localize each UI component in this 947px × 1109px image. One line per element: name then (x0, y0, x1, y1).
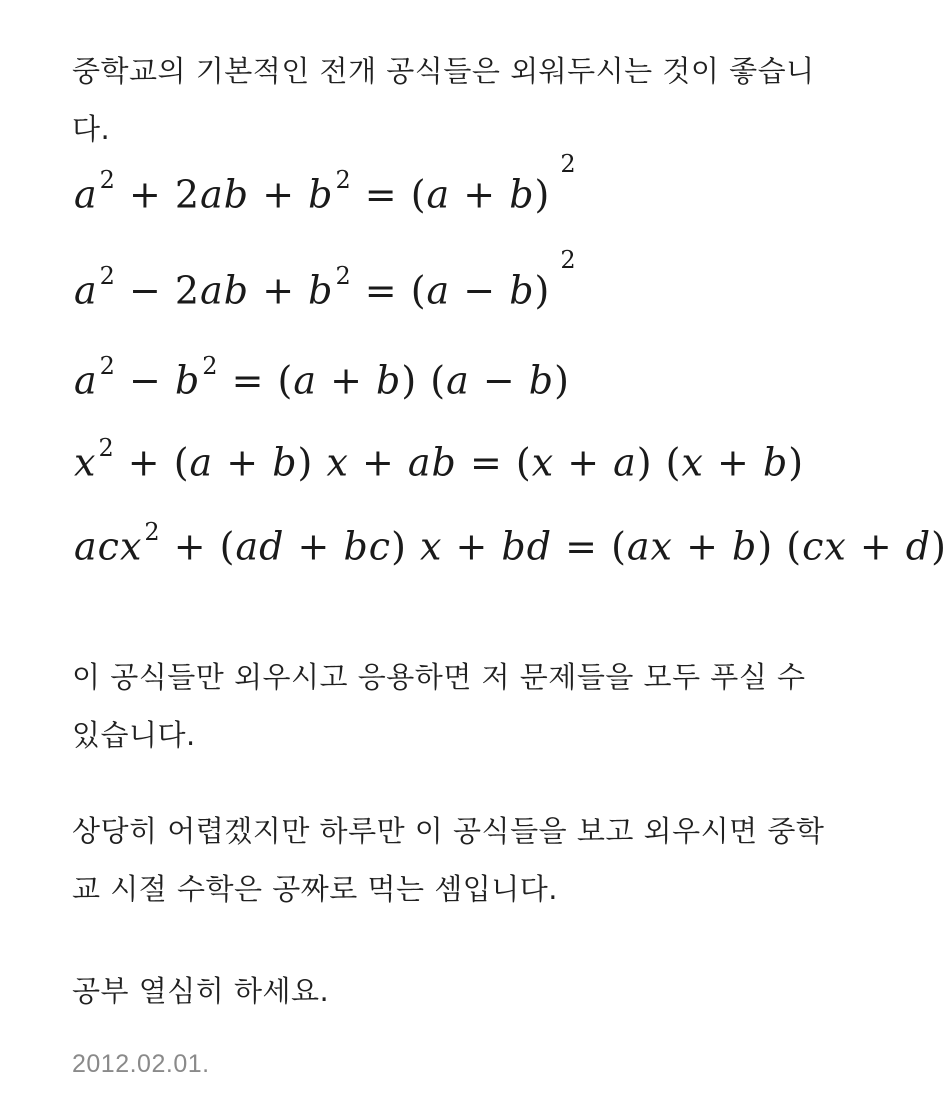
formula-2: $a^2 - 2ab + b^2 = (a - b)^2$ (74, 246, 577, 313)
formula-3: $a^2 - b^2 = (a + b) (a - b)$ (74, 352, 570, 403)
intro-paragraph (72, 42, 832, 158)
paragraph-2-line-2: 있습니다. (72, 718, 196, 752)
post-date: 2012.02.01. (72, 1050, 210, 1078)
paragraph-2-line-1: 이 공식들만 외우시고 응용하면 저 문제들을 모두 푸실 수 (72, 660, 806, 694)
paragraph-2 (72, 648, 832, 764)
formula-5: acx$^2$ + (ad + bc) x + bd = (ax + b) (cx + d) (74, 518, 947, 569)
intro-line-1: 중학교의 기본적인 전개 공식들은 외워두시는 것이 좋습니 (72, 54, 815, 88)
closing-line: 공부 열심히 하세요. (72, 974, 330, 1008)
intro-line-2: 다. (72, 112, 111, 146)
formula-1: $a^2 + 2ab + b^2 = (a + b)^2$ (74, 150, 577, 217)
paragraph-3-line-1: 상당히 어렵겠지만 하루만 이 공식들을 보고 외우시면 중학 (72, 814, 825, 848)
formula-4: $x^2 + (a + b) x$ + ab = (x + a) (x + b) (74, 434, 805, 485)
paragraph-3-line-2: 교 시절 수학은 공짜로 먹는 셈입니다. (72, 872, 559, 906)
paragraph-3 (72, 802, 832, 918)
